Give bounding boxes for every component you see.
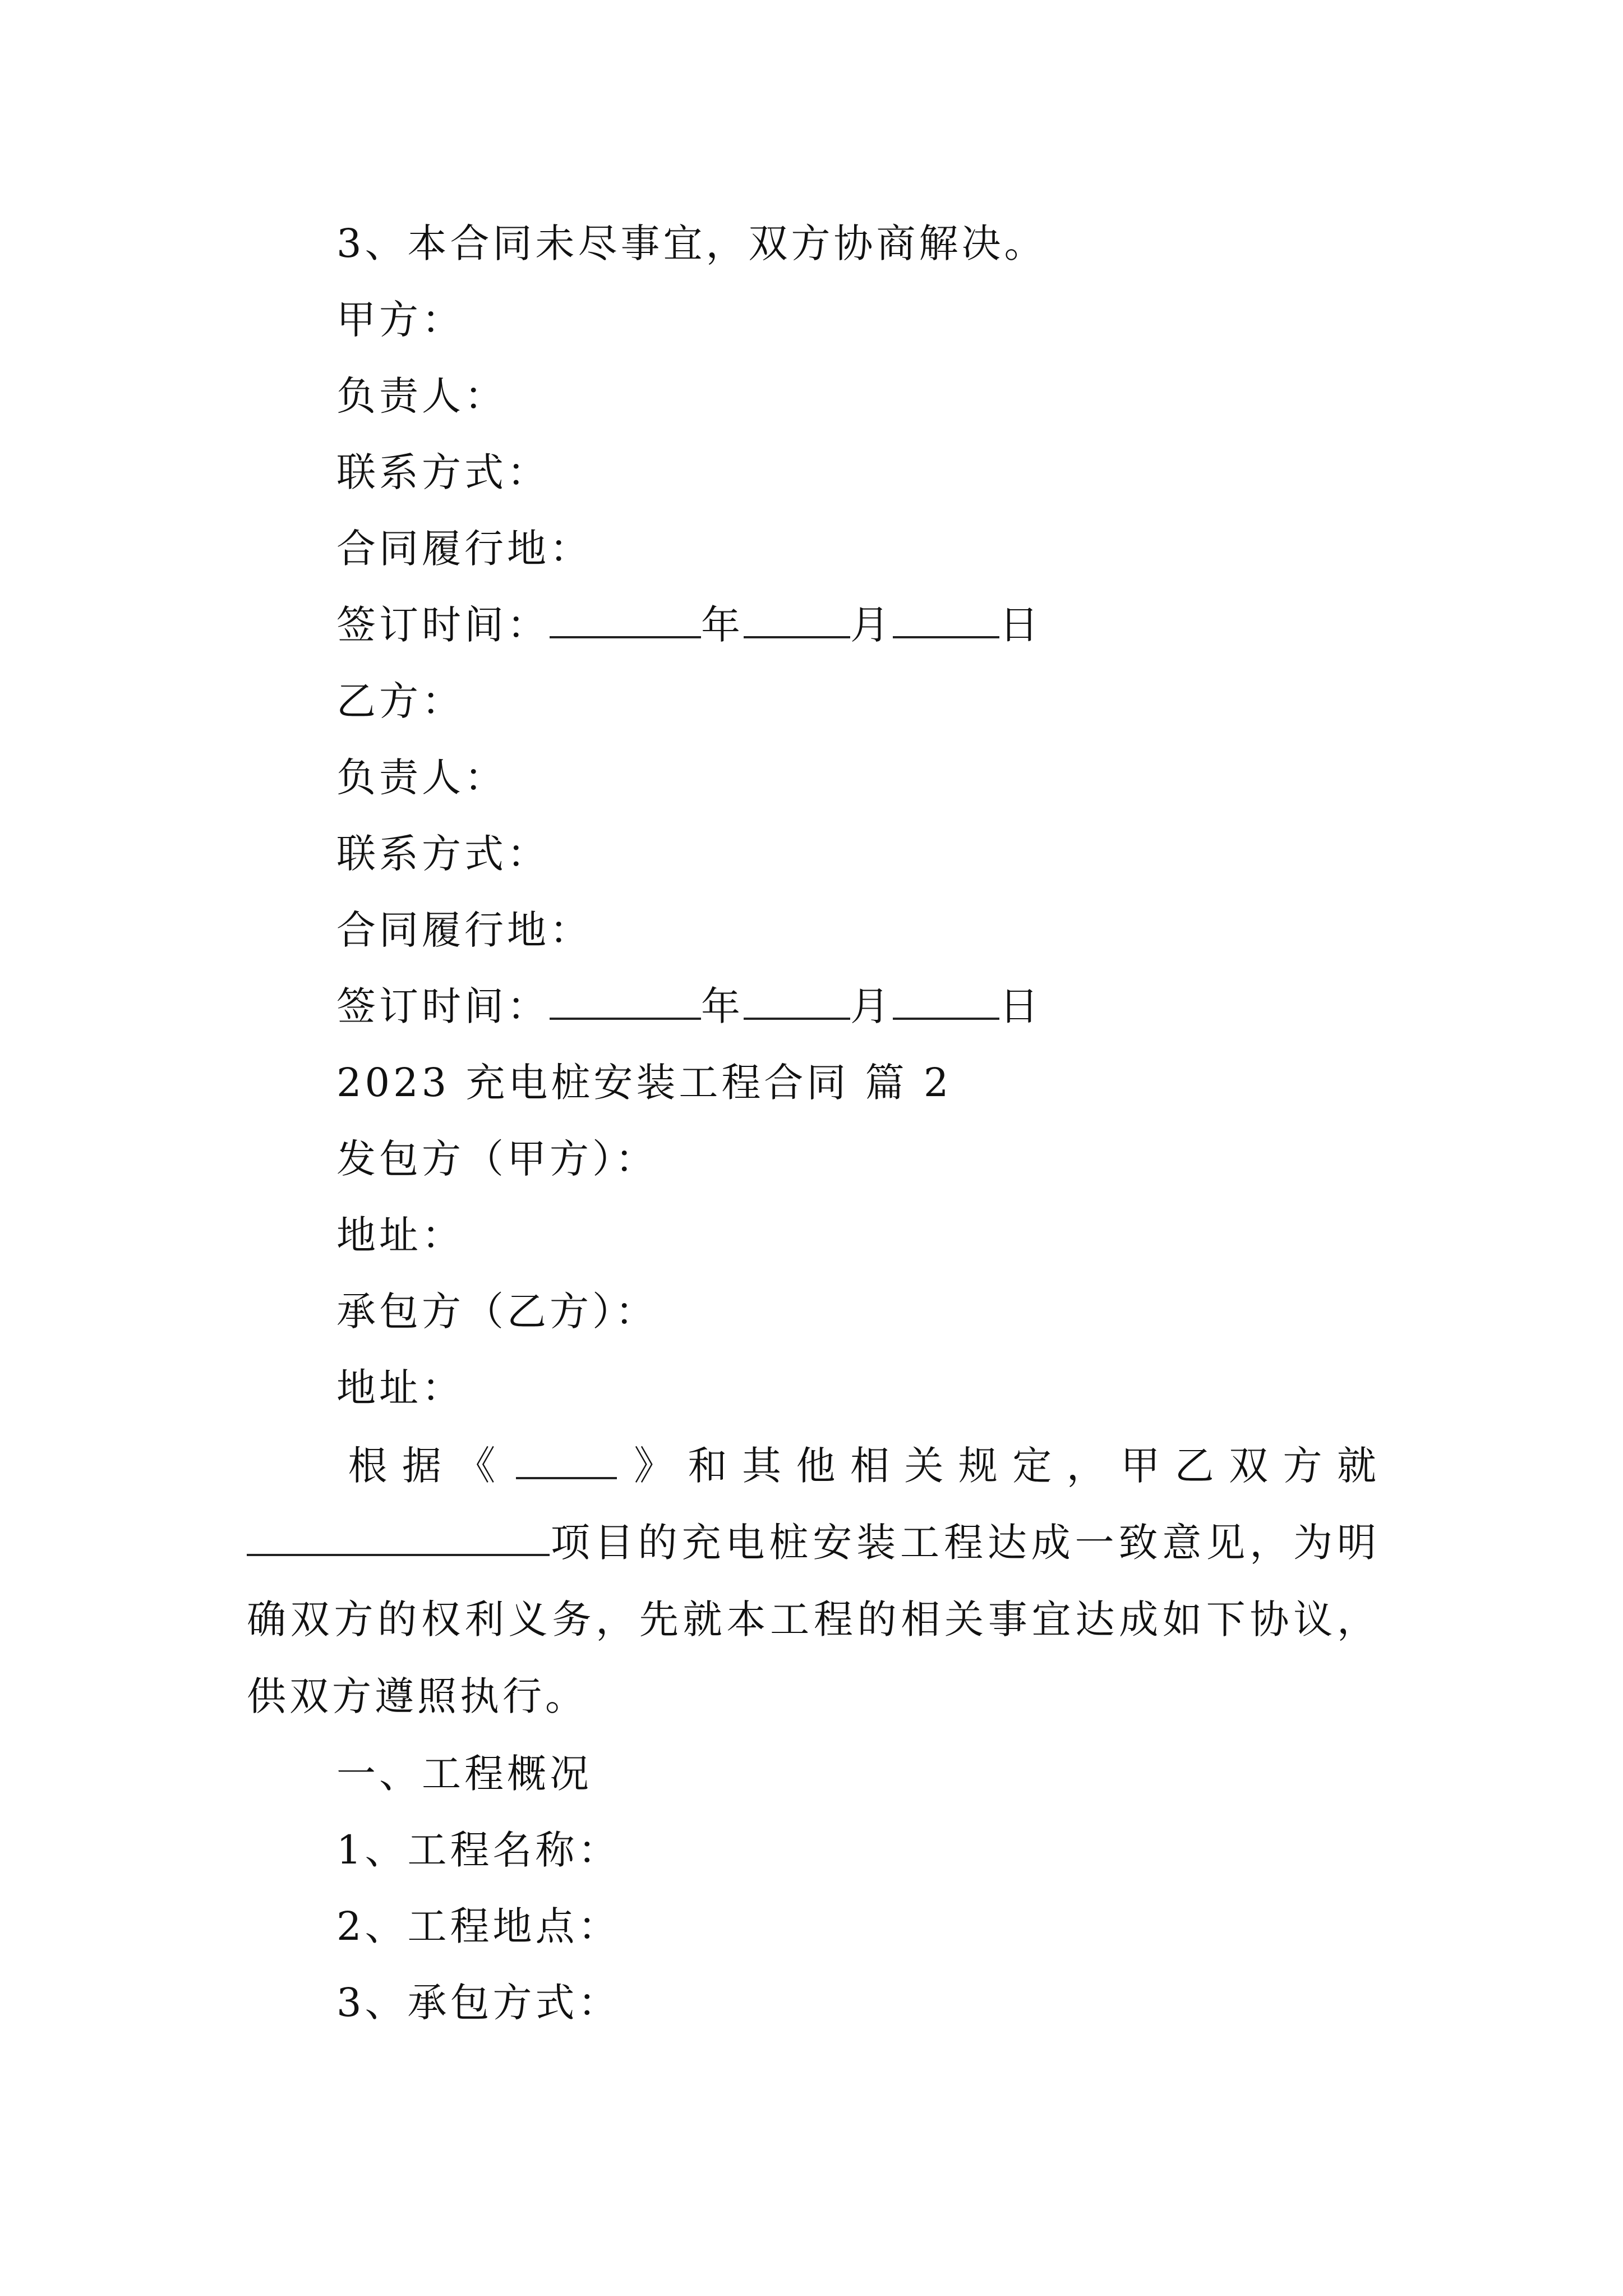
overview-item-1: 1、工程名称： (336, 1827, 621, 1873)
overview-heading: 一、工程概况 (336, 1751, 592, 1797)
party-b-person: 负责人： (336, 754, 507, 800)
employer-label: 发包方（甲方）： (336, 1136, 658, 1182)
preamble-paragraph (247, 1428, 1380, 1735)
section-title: 2023 充电桩安装工程合同 篇 2 (336, 1060, 952, 1106)
party-a-sign-date (336, 600, 1042, 650)
party-a-person: 负责人： (336, 373, 507, 419)
sign-date-label: 签订时间： (336, 983, 550, 1029)
party-b-contact: 联系方式： (336, 831, 550, 877)
party-b-sign-date (336, 981, 1042, 1032)
overview-item-2: 2、工程地点： (336, 1903, 621, 1949)
law-name-blank (516, 1442, 617, 1479)
year-label: 年 (701, 602, 744, 648)
clause-3: 3、本合同未尽事宜，双方协商解决。 (336, 220, 1047, 266)
party-a-label: 甲方： (336, 297, 464, 343)
day-label: 日 (999, 602, 1042, 648)
sign-date-label: 签订时间： (336, 602, 550, 648)
year-blank (550, 983, 701, 1020)
contractor-label: 承包方（乙方）： (336, 1289, 658, 1335)
preamble-mid: 》和其他相关规定，甲乙双方就 (622, 1443, 1380, 1489)
party-a-place: 合同履行地： (336, 526, 592, 572)
overview-item-3: 3、承包方式： (336, 1980, 621, 2026)
day-blank (893, 983, 999, 1020)
contractor-address: 地址： (336, 1365, 464, 1411)
month-blank (744, 983, 850, 1020)
party-b-place: 合同履行地： (336, 907, 592, 953)
month-label: 月 (850, 983, 893, 1029)
preamble-prefix: 根据《 (336, 1443, 510, 1489)
party-a-contact: 联系方式： (336, 449, 550, 495)
year-blank (550, 601, 701, 638)
employer-address: 地址： (336, 1212, 464, 1258)
day-label: 日 (999, 983, 1042, 1029)
party-b-label: 乙方： (336, 678, 464, 724)
day-blank (893, 601, 999, 638)
project-name-blank (247, 1519, 550, 1556)
year-label: 年 (701, 983, 744, 1029)
month-label: 月 (850, 602, 893, 648)
month-blank (744, 601, 850, 638)
preamble-rest: 项目的充电桩安装工程达成一致意见，为明确双方的权利义务，先就本工程的相关事宜达成如下协议，供双方遵照执行。 (247, 1520, 1380, 1719)
